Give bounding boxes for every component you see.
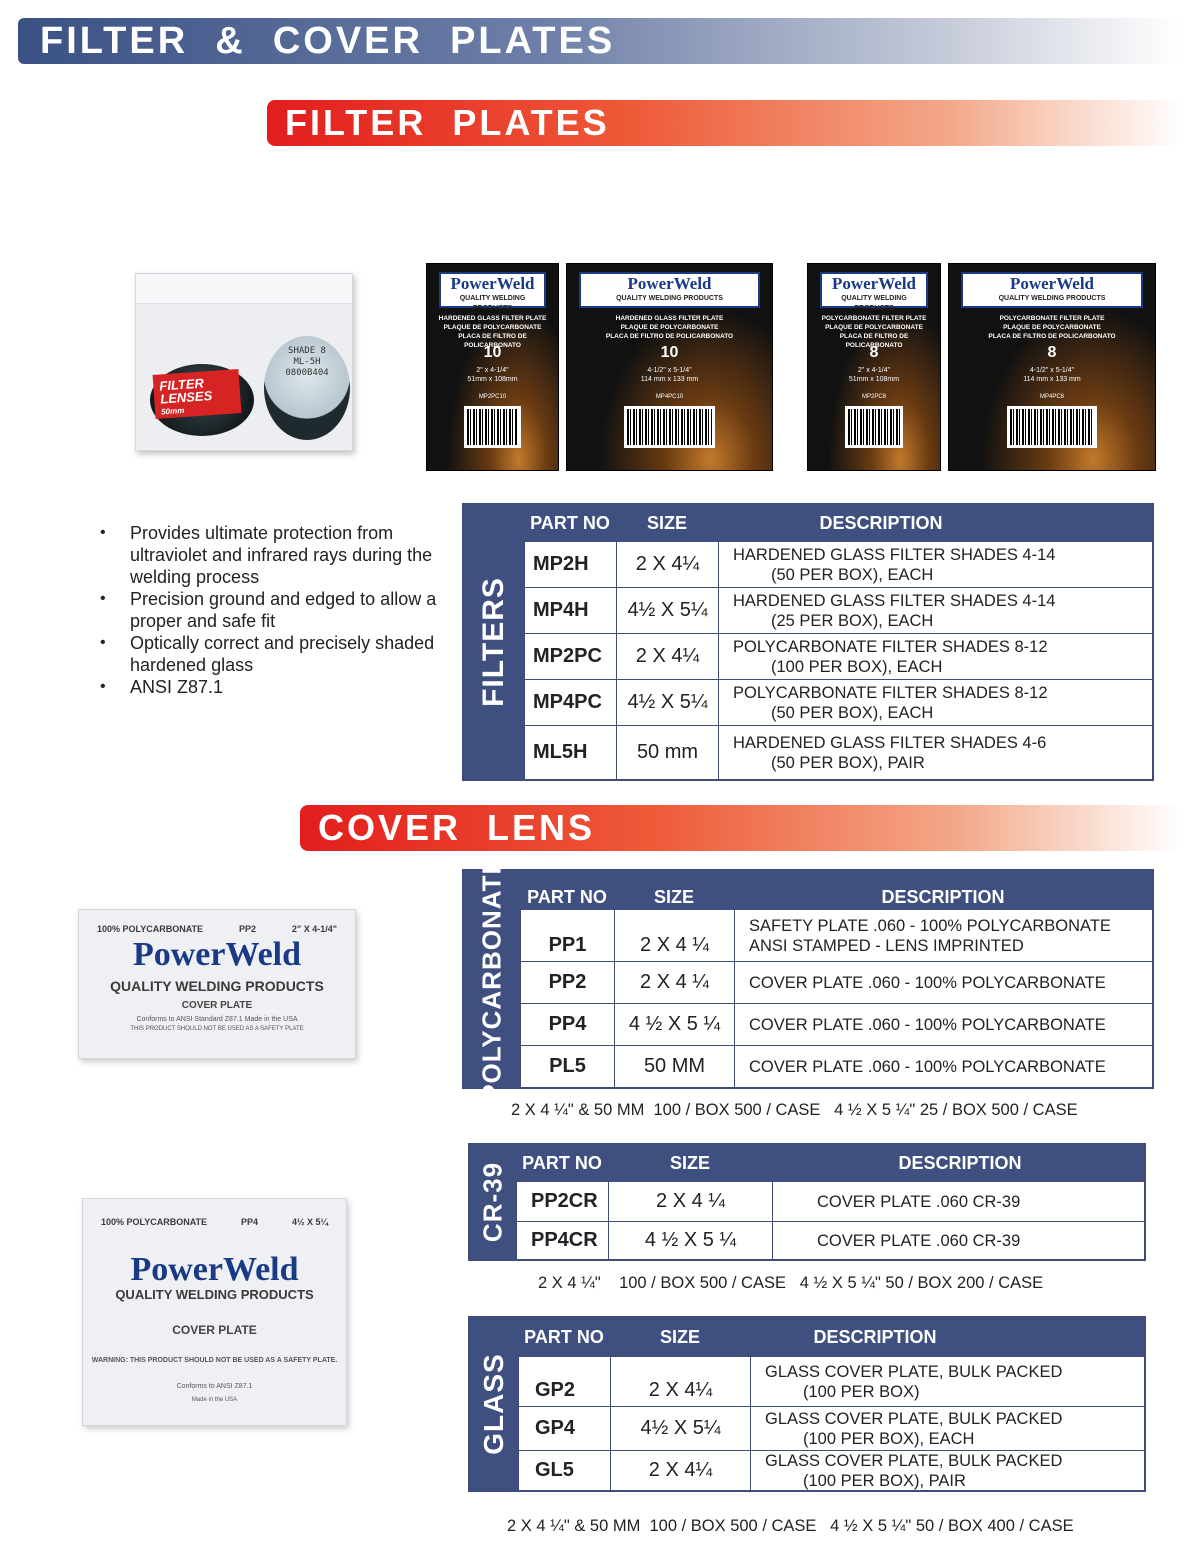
description [734,962,1152,1003]
table-row [520,961,1152,1003]
desc-line: COVER PLATE .060 - 100% POLYCARBONATE [749,973,1106,992]
side-label-text: POLYCARBONATE [476,856,507,1102]
glass-table [468,1316,1146,1492]
description [772,1222,1144,1259]
photo-top-text: 2" X 4-1/4" [291,924,337,934]
photo-top-text: PP4 [240,1217,258,1227]
photo-top-text: 100% POLYCARBONATE [101,1217,208,1227]
part-number: MP2PC [524,634,616,679]
fine-print: WARNING: THIS PRODUCT SHOULD NOT BE USED AS A SAFETY PLATE. [91,1357,338,1364]
description [718,680,1152,725]
feature-list [100,522,440,698]
card-size-line: 51mm x 108mm [848,376,900,383]
card-line: PLACA DE FILTRO DE POLICARBONATO [988,333,1116,340]
desc-line: (100 PER BOX), PAIR [803,1471,966,1490]
brand-text: PowerWeld [1009,274,1095,293]
photo-header [97,924,337,934]
table-row [524,541,1152,587]
desc-line: GLASS COVER PLATE, BULK PACKED [765,1362,1063,1381]
shade-line: SHADE 8 [288,346,326,356]
powerweld-logo: PowerWeld [130,1251,299,1288]
table-row [524,633,1152,679]
bag-label-text: FILTER LENSES [158,375,213,407]
shade-line: ML-5H [293,357,321,367]
desc-line: POLYCARBONATE FILTER SHADES 8-12 [733,683,1048,702]
cr39-packaging-note: 2 X 4 ¼" 100 / BOX 500 / CASE 4 ½ X 5 ¼" 50 / BOX 200 / CASE [538,1274,1044,1292]
card-shade-number: 8 [1047,344,1057,361]
fine-print: THIS PRODUCT SHOULD NOT BE USED AS A SAFETY PLATE [130,1026,304,1032]
card-size-line: 114 mm x 133 mm [640,376,699,383]
card-size-line: 4-1/2" x 5-1/4" [647,367,692,374]
package-card-mp2pc8 [807,263,941,471]
header-size: SIZE [653,886,694,907]
desc-line: (25 PER BOX), EACH [771,611,934,630]
card-shade-number: 10 [483,344,502,361]
part-number: ML5H [524,726,616,779]
desc-line: ANSI STAMPED - LENS IMPRINTED [749,936,1024,955]
card-line: PLACA DE FILTRO DE POLICARBONATO [458,333,527,349]
part-number: PP2CR [516,1182,608,1221]
description [750,1357,1144,1406]
brand-text: PowerWeld [450,274,535,293]
part-number: GL5 [518,1451,610,1490]
description [718,588,1152,633]
bag-hang-strip [136,274,352,304]
card-size [567,366,772,384]
card-size-line: 4-1/2" x 5-1/4" [1029,367,1075,374]
size-value: 2 X 4 ¼ [614,910,734,961]
card-line: PLAQUE DE POLYCARBONATE [620,324,719,331]
description [750,1407,1144,1450]
card-code: MP4PC8 [1039,394,1064,400]
bag-shade-text [276,346,338,379]
part-number: PP4 [520,1004,614,1045]
card-size [808,366,940,384]
header-size: SIZE [646,512,687,533]
header-description: DESCRIPTION [819,512,943,533]
size-value: 50 MM [614,1046,734,1087]
polycarbonate-packaging-note: 2 X 4 ¼" & 50 MM 100 / BOX 500 / CASE 4 ½ X 5 ¼" 25 / BOX 500 / CASE [511,1101,1078,1119]
desc-line: GLASS COVER PLATE, BULK PACKED [765,1451,1063,1470]
barcode [624,406,714,448]
size-value: 2 X 4¼ [610,1451,750,1490]
filter-plates-banner: FILTER PLATES [267,100,1180,146]
part-number: MP4H [524,588,616,633]
polycarbonate-side-label [464,856,520,1102]
part-number: PL5 [520,1046,614,1087]
table-header [520,871,1152,909]
size-value: 2 X 4 ¼ [608,1182,772,1221]
powerweld-logo [579,272,760,308]
desc-line: (100 PER BOX), EACH [803,1429,975,1448]
barcode [845,406,903,448]
table-row [524,679,1152,725]
header-part-no: PART NO [522,1152,602,1173]
part-number: GP2 [518,1357,610,1406]
table-row [520,1045,1152,1087]
card-size-line: 114 mm x 133 mm [1023,376,1081,383]
powerweld-logo [961,272,1143,308]
card-line: PLACA DE FILTRO DE POLICARBONATO [605,333,734,340]
part-number: GP4 [518,1407,610,1450]
card-shade-number: 8 [869,344,879,361]
cover-lens-banner: COVER LENS [300,805,1180,851]
header-description: DESCRIPTION [813,1326,937,1347]
table-row [520,909,1152,961]
card-code: MP4PC10 [655,394,684,400]
fine-print: Conforms to ANSI Z87.1 [176,1383,253,1390]
card-code: MP2PC8 [861,394,886,400]
feature-item: • ANSI Z87.1 [100,676,440,698]
desc-line: SAFETY PLATE .060 - 100% POLYCARBONATE [749,916,1111,935]
description [772,1182,1144,1221]
card-size-line: 51mm x 108mm [467,376,518,383]
page-title-banner: FILTER & COVER PLATES [18,18,1180,64]
size-value: 2 X 4¼ [616,634,718,679]
desc-line: (100 PER BOX), EACH [771,657,943,676]
desc-line: COVER PLATE .060 - 100% POLYCARBONATE [749,1057,1106,1076]
size-value: 2 X 4 ¼ [614,962,734,1003]
tagline-text: QUALITY WELDING PRODUCTS [998,295,1106,302]
card-size-line: 2" x 4-1/4" [857,367,891,374]
table-header [524,505,1152,541]
desc-line: (100 PER BOX) [803,1382,920,1401]
barcode [464,406,522,448]
card-line: PLAQUE DE POLYCARBONATE [443,324,542,331]
header-description: DESCRIPTION [898,1152,1022,1173]
side-label-text: FILTERS [477,577,510,707]
card-line: PLAQUE DE POLYCARBONATE [825,324,923,331]
photo-top-text: 4½ X 5¼ [291,1217,328,1227]
table-row [524,587,1152,633]
feature-item: • Provides ultimate protection from ultraviolet and infrared rays during the welding process [100,522,440,588]
desc-line: COVER PLATE .060 - 100% POLYCARBONATE [749,1015,1106,1034]
description [718,542,1152,587]
shade-line: 0800B404 [285,368,329,378]
filters-side-label [464,505,524,779]
fine-print: Conforms to ANSI Standard Z87.1 Made in the USA [136,1016,298,1023]
cr39-side-label [470,1145,516,1259]
header-description: DESCRIPTION [881,886,1005,907]
description [734,1004,1152,1045]
table-row [516,1221,1144,1259]
part-number: MP2H [524,542,616,587]
table-row [516,1181,1144,1221]
desc-line: HARDENED GLASS FILTER SHADES 4-14 [733,545,1056,564]
description [750,1451,1144,1490]
desc-line: POLYCARBONATE FILTER SHADES 8-12 [733,637,1048,656]
desc-line: HARDENED GLASS FILTER SHADES 4-14 [733,591,1056,610]
tagline-text: QUALITY WELDING PRODUCTS [110,978,324,994]
table-row [524,725,1152,779]
feature-item: • Precision ground and edged to allow a proper and safe fit [100,588,440,632]
header-part-no: PART NO [527,886,607,907]
card-line: HARDENED GLASS FILTER PLATE [615,315,724,322]
desc-line: (50 PER BOX), EACH [771,703,934,722]
desc-line: GLASS COVER PLATE, BULK PACKED [765,1409,1063,1428]
cover-plate-text: COVER PLATE [181,1000,253,1011]
glass-packaging-note: 2 X 4 ¼" & 50 MM 100 / BOX 500 / CASE 4 ½ X 5 ¼" 50 / BOX 400 / CASE [507,1517,1074,1535]
card-size [949,366,1155,384]
size-value: 4 ½ X 5 ¼ [614,1004,734,1045]
desc-line: HARDENED GLASS FILTER SHADES 4-6 [733,733,1047,752]
size-value: 50 mm [616,726,718,779]
part-number: PP4CR [516,1222,608,1259]
card-line: PLACA DE FILTRO DE POLICARBONATO [839,333,909,349]
card-line: POLYCARBONATE FILTER PLATE [999,315,1105,322]
bag-label-size: 50mm [160,405,185,417]
description [718,634,1152,679]
filter-lenses-label [153,369,242,419]
cr39-table [468,1143,1146,1261]
table-row [518,1450,1144,1490]
package-card-mp4pc10 [566,263,773,471]
brand-text: PowerWeld [627,274,712,293]
description [734,910,1152,961]
description [718,726,1152,779]
tagline-text: QUALITY WELDING PRODUCTS [841,295,907,312]
table-row [520,1003,1152,1045]
tagline-text: QUALITY WELDING PRODUCTS [115,1287,314,1302]
pp2-cover-plate-photo [78,909,356,1059]
header-part-no: PART NO [524,1326,604,1347]
card-description [953,314,1151,341]
header-part-no: PART NO [530,512,610,533]
part-number: PP2 [520,962,614,1003]
barcode [1007,406,1098,448]
filter-lenses-bag-photo [135,273,353,451]
desc-line: (50 PER BOX), EACH [771,565,934,584]
description [734,1046,1152,1087]
photo-header [101,1217,328,1227]
card-line: POLYCARBONATE FILTER PLATE [821,315,927,322]
card-size [427,366,558,384]
size-value: 2 X 4¼ [610,1357,750,1406]
header-size: SIZE [669,1152,710,1173]
photo-top-text: 100% POLYCARBONATE [97,924,204,934]
part-number: MP4PC [524,680,616,725]
desc-line: COVER PLATE .060 CR-39 [817,1192,1021,1211]
card-size-line: 2" x 4-1/4" [476,367,509,374]
package-card-mp2pc10 [426,263,559,471]
header-size: SIZE [659,1326,700,1347]
tagline-text: QUALITY WELDING PRODUCTS [459,295,526,312]
table-header [518,1318,1144,1356]
fine-print: Made in the USA [191,1397,238,1403]
card-shade-number: 10 [660,344,679,361]
package-card-mp4pc8 [948,263,1156,471]
pp4-cover-plate-photo [82,1198,347,1426]
powerweld-logo [820,272,928,312]
powerweld-logo [439,272,546,312]
cover-plate-text: COVER PLATE [172,1323,257,1337]
powerweld-logo: PowerWeld [132,936,302,973]
desc-line: (50 PER BOX), PAIR [771,753,925,772]
card-line: HARDENED GLASS FILTER PLATE [438,315,547,322]
table-row [518,1356,1144,1406]
table-header [516,1145,1144,1181]
filters-table [462,503,1154,781]
desc-line: COVER PLATE .060 CR-39 [817,1231,1021,1250]
table-row [518,1406,1144,1450]
size-value: 4 ½ X 5 ¼ [608,1222,772,1259]
size-value: 4½ X 5¼ [616,588,718,633]
tagline-text: QUALITY WELDING PRODUCTS [616,295,723,302]
size-value: 4½ X 5¼ [610,1407,750,1450]
side-label-text: GLASS [478,1353,509,1455]
size-value: 2 X 4¼ [616,542,718,587]
size-value: 4½ X 5¼ [616,680,718,725]
card-description [571,314,768,341]
card-line: PLAQUE DE POLYCARBONATE [1003,324,1101,331]
brand-text: PowerWeld [831,274,917,293]
part-number: PP1 [520,910,614,961]
feature-item: • Optically correct and precisely shaded hardened glass [100,632,440,676]
polycarbonate-table [462,856,1154,1102]
card-code: MP2PC10 [478,394,507,400]
side-label-text: CR-39 [477,1161,508,1243]
photo-top-text: PP2 [238,924,256,934]
glass-side-label [470,1318,518,1490]
